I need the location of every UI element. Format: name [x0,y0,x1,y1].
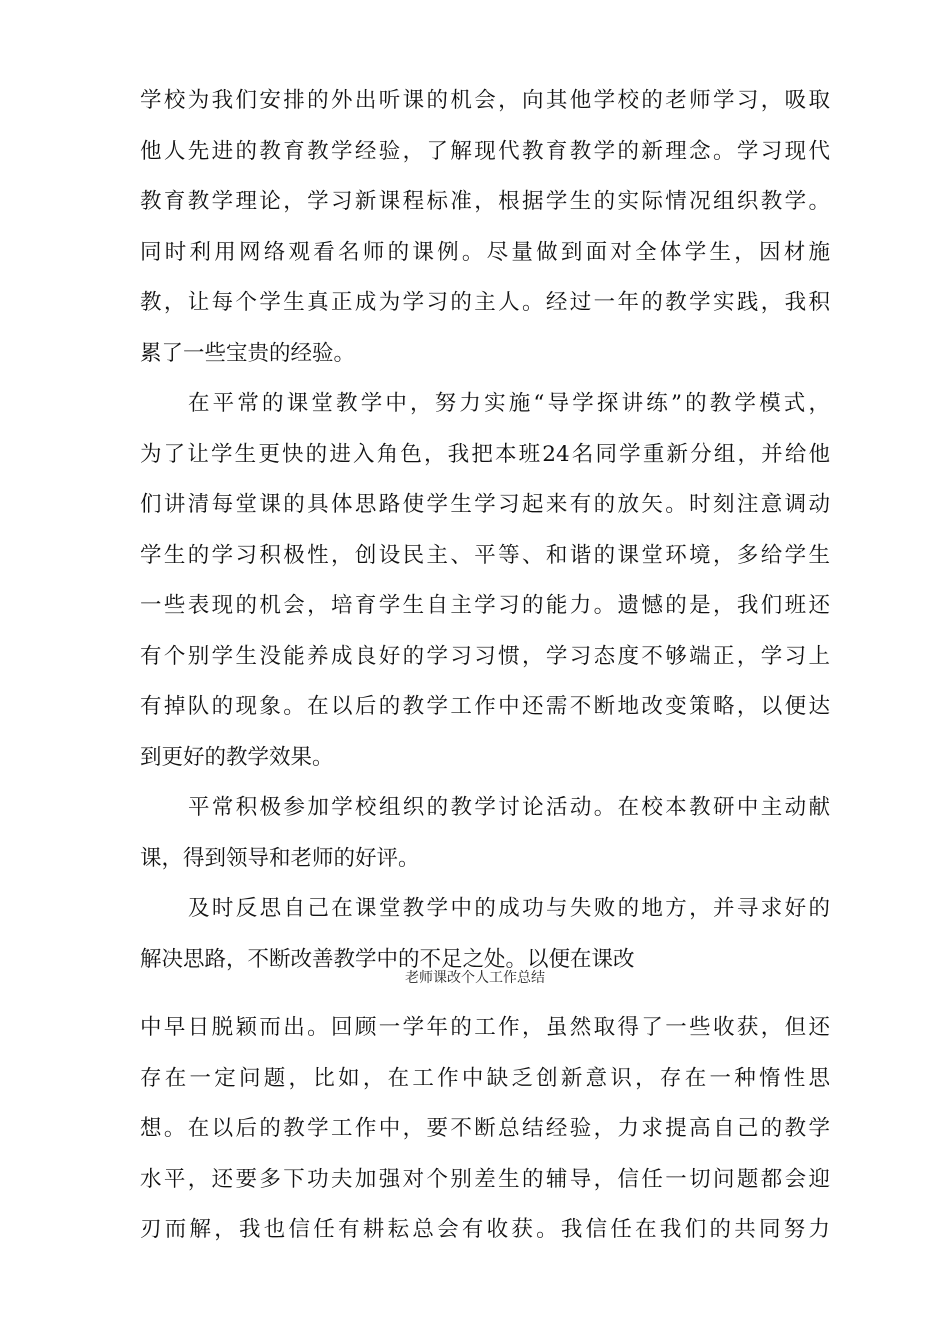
text-line: 及时反思自己在课堂教学中的成功与失败的地方，并寻求好的 [188,896,830,921]
text-line: 到更好的教学效果。 [140,744,334,770]
text-line: 一些表现的机会，培育学生自主学习的能力。遗憾的是，我们班还 [140,593,830,618]
text-line: 他人先进的教育教学经验，了解现代教育教学的新理念。学习现代 [140,138,830,164]
text-line: 同时利用网络观看名师的课例。尽量做到面对全体学生，因材施 [140,239,830,265]
text-line: 平常积极参加学校组织的教学讨论活动。在校本教研中主动献 [188,795,830,820]
text-line: 有个别学生没能养成良好的学习习惯，学习态度不够端正，学习上 [140,643,830,669]
text-line: 中早日脱颖而出。回顾一学年的工作，虽然取得了一些收获，但还 [140,1015,830,1040]
text-line: 水平，还要多下功夫加强对个别差生的辅导，信任一切问题都会迎 [140,1166,830,1192]
body-text-lower [140,1003,830,1256]
page-footer-title: 老师课改个人工作总结 [405,970,545,986]
text-line: 在平常的课堂教学中，努力实施“导学探讲练”的教学模式， [188,391,830,416]
text-line: 课，得到领导和老师的好评。 [140,845,420,871]
text-line: 有掉队的现象。在以后的教学工作中还需不断地改变策略，以便达 [140,694,830,719]
text-line: 学生的学习积极性，创设民主、平等、和谐的课堂环境，多给学生 [140,542,830,568]
text-line: 存在一定问题，比如，在工作中缺乏创新意识，存在一种惰性思 [140,1065,830,1091]
text-line: 教育教学理论，学习新课程标准，根据学生的实际情况组织教学。 [140,189,830,214]
text-line: 刃而解，我也信任有耕耘总会有收获。我信任在我们的共同努力 [140,1217,830,1242]
text-line: 学校为我们安排的外出听课的机会，向其他学校的老师学习，吸取 [140,88,830,113]
text-line: 教，让每个学生真正成为学习的主人。经过一年的教学实践，我积 [140,290,830,315]
text-line: 想。在以后的教学工作中，要不断总结经验，力求提高自己的教学 [140,1116,830,1141]
body-text-upper [140,76,830,985]
text-line: 累了一些宝贵的经验。 [140,340,356,366]
text-line: 解决思路，不断改善教学中的不足之处。以便在课改 [140,946,635,972]
text-line: 们讲清每堂课的具体思路使学生学习起来有的放矢。时刻注意调动 [140,492,830,517]
text-line: 为了让学生更快的进入角色，我把本班24名同学重新分组，并给他 [140,441,830,467]
